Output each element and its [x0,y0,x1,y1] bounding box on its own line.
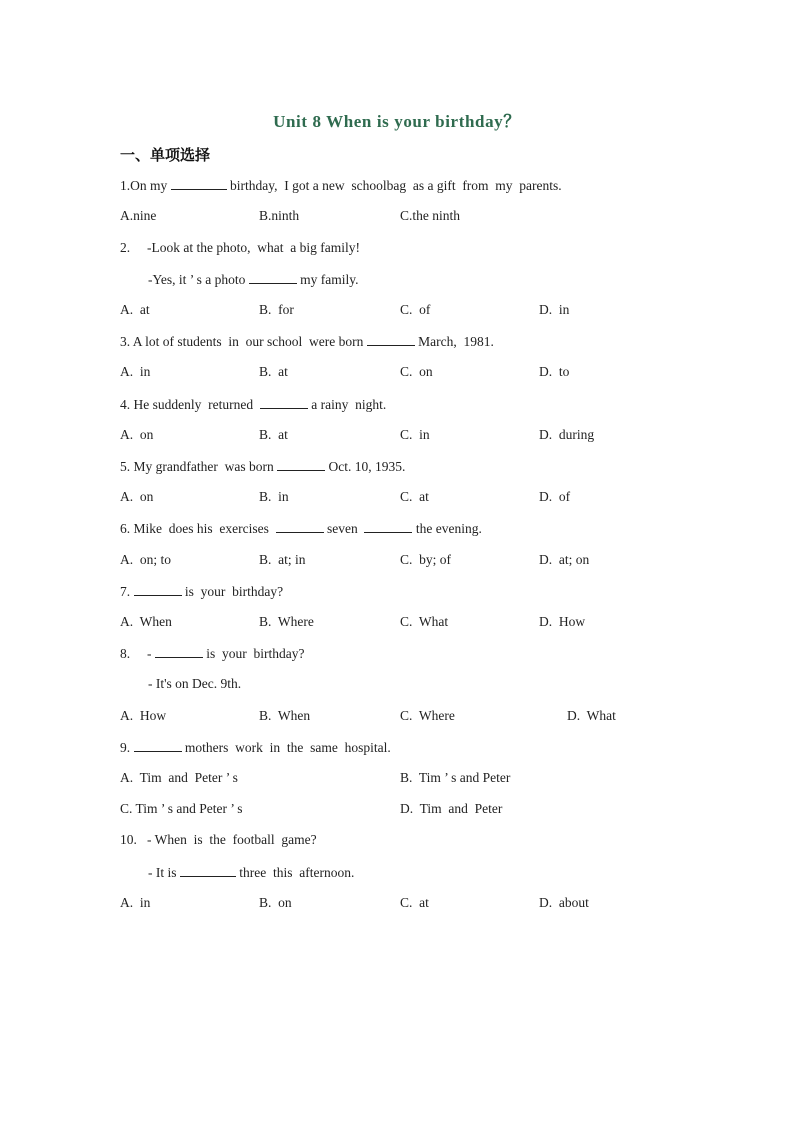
option-a: A. on [120,427,154,442]
question-text: Oct. 10, 1935. [325,459,406,474]
option-d: D. about [539,895,589,910]
question-8-line-2: - It's on Dec. 9th. [148,676,242,691]
answer-blank [277,458,325,471]
option-b: B. Where [259,614,314,629]
section-heading: 一、单项选择 [120,146,211,164]
answer-blank [155,645,203,658]
question-text: 9. [120,740,134,755]
question-text: 7. [120,584,134,599]
option-b: B. in [259,489,289,504]
option-c: C. Where [400,708,455,723]
question-9 [120,739,391,756]
question-text: 5. My grandfather was born [120,459,278,474]
question-text: 8. - [120,646,155,661]
question-6 [120,520,482,537]
answer-blank [249,271,297,284]
answer-blank [171,177,227,190]
option-c: C. on [400,364,433,379]
answer-blank [364,520,412,533]
question-text: my family. [296,272,359,287]
question-text: is your birthday? [181,584,284,599]
answer-blank [276,520,324,533]
option-b: B. at [259,364,288,379]
question-10-line-1: 10. - When is the football game? [120,832,317,847]
option-c: C. of [400,302,431,317]
question-10-line-2 [148,864,354,881]
option-b: B. on [259,895,292,910]
question-3 [120,333,494,350]
option-b: B. at [259,427,288,442]
question-7 [120,583,283,600]
question-text: is your birthday? [202,646,305,661]
question-text: seven [323,521,365,536]
option-c: C. by; of [400,552,452,567]
option-a: A.nine [120,208,157,223]
question-4 [120,396,386,413]
option-d: D. at; on [539,552,590,567]
option-a: A. in [120,895,151,910]
question-text: 3. A lot of students in our school were born [120,334,367,349]
answer-blank [134,739,182,752]
option-c: C. at [400,489,429,504]
option-b: B. at; in [259,552,306,567]
option-b: B. for [259,302,294,317]
option-a: A. Tim and Peter ’ s [120,770,238,785]
option-b: B. When [259,708,311,723]
option-d: D. of [539,489,571,504]
question-text: -Yes, it ’ s a photo [148,272,249,287]
option-d: D. during [539,427,595,442]
question-text: a rainy night. [307,397,387,412]
question-text: 4. He suddenly returned [120,397,260,412]
option-a: A. at [120,302,150,317]
question-text: March, 1981. [414,334,494,349]
question-1 [120,177,562,194]
option-c: C. at [400,895,429,910]
option-c: C. What [400,614,449,629]
option-d: D. How [539,614,586,629]
question-2-line-1: 2. -Look at the photo, what a big family! [120,240,360,255]
worksheet-title: Unit 8 When is your birthday？ [273,112,521,131]
question-text: 6. Mike does his exercises [120,521,276,536]
question-2-line-2 [148,271,359,288]
option-c: C. Tim ’ s and Peter ’ s [120,801,243,816]
option-c: C. in [400,427,430,442]
question-text: birthday, I got a new schoolbag as a gift from my parents. [226,178,562,193]
option-a: A. How [120,708,167,723]
option-a: A. in [120,364,151,379]
option-a: A. on; to [120,552,172,567]
option-c: C.the ninth [400,208,460,223]
option-b: B. Tim ’ s and Peter [400,770,511,785]
option-d: D. in [539,302,570,317]
answer-blank [260,396,308,409]
option-d: D. What [567,708,616,723]
question-5 [120,458,405,475]
option-b: B.ninth [259,208,300,223]
question-text: mothers work in the same hospital. [181,740,391,755]
question-8-line-1 [120,645,304,662]
question-text: three this afternoon. [235,865,355,880]
option-a: A. When [120,614,172,629]
answer-blank [367,333,415,346]
answer-blank [180,864,236,877]
question-text: the evening. [412,521,482,536]
option-d: D. to [539,364,570,379]
answer-blank [134,583,182,596]
question-text: - It is [148,865,180,880]
option-a: A. on [120,489,154,504]
option-d: D. Tim and Peter [400,801,503,816]
question-text: 1.On my [120,178,171,193]
